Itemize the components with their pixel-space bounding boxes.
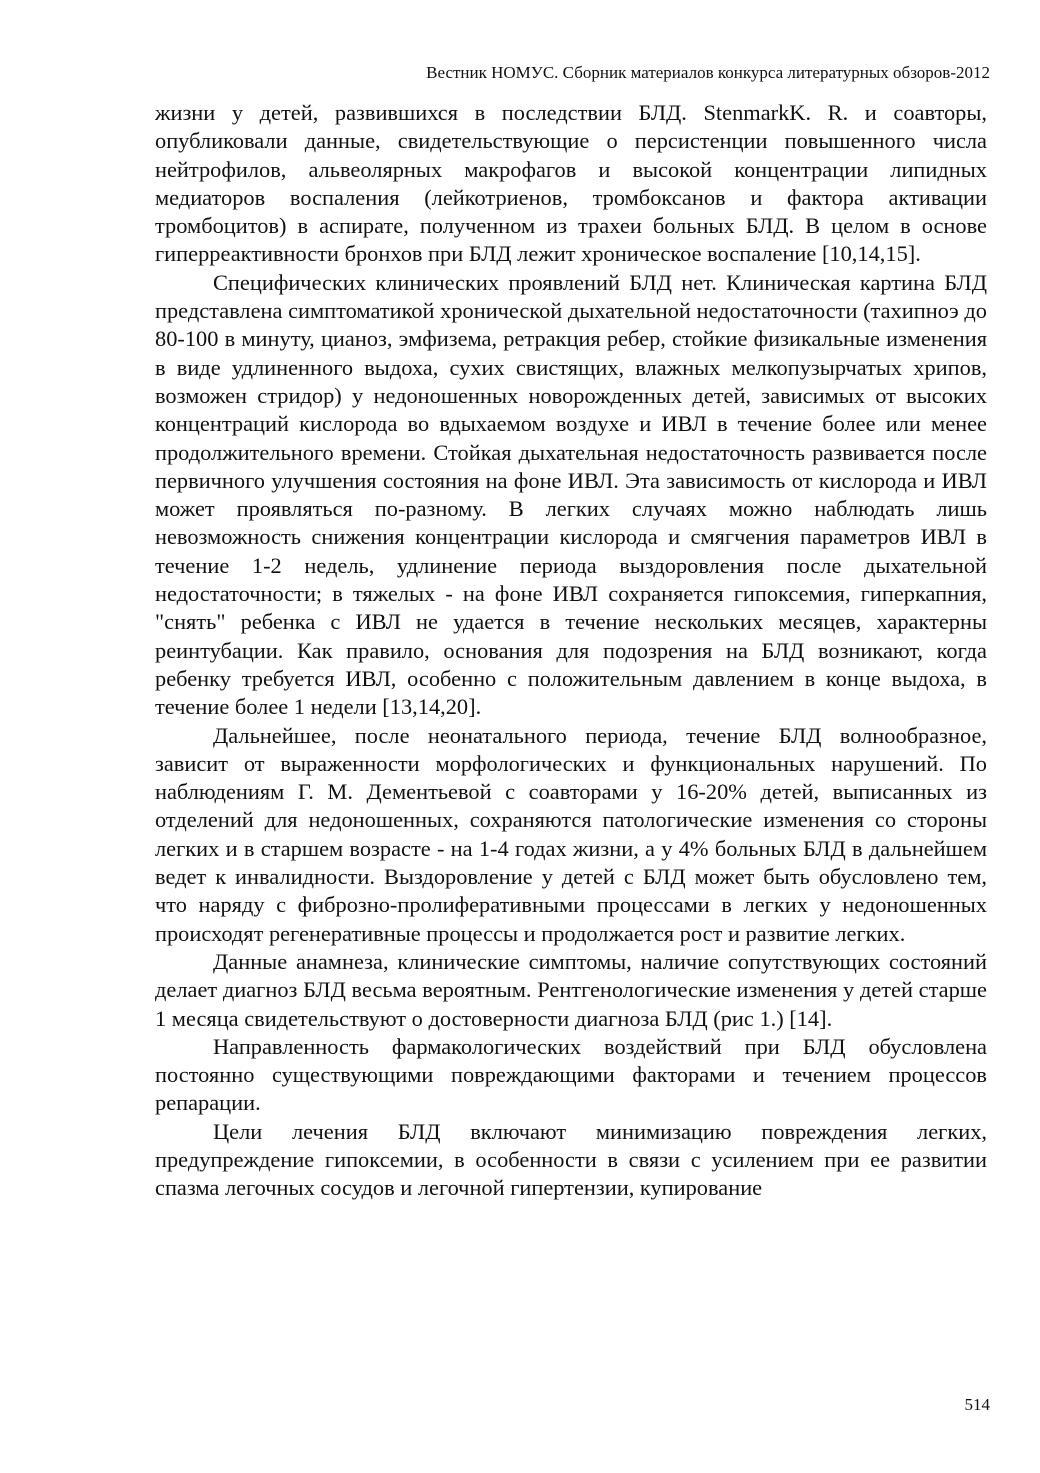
paragraph-course: Дальнейшее, после неонатального периода, течение БЛД волнообразное, зависит от выраженности морфологических и функциональных нарушений. По наблюдениям Г. М. Дементьевой с соавторами у 16-20% детей, выписанных из отделений для недоношенных, сохраняются патологические изменения со стороны легких и в старшем возрасте - на 1-4 годах жизни, а у 4% больных БЛД в дальнейшем ведет к инвалидности. Выздоровление у детей с БЛД может быть обусловлено тем, что наряду с фиброзно-пролиферативными процессами в легких у недоношенных происходят регенеративные процессы и продолжается рост и развитие легких. xyxy=(155,722,987,946)
body-text xyxy=(155,99,987,1203)
paragraph-continuation: жизни у детей, развившихся в последствии БЛД. StenmarkK. R. и соавторы, опубликовали данные, свидетельствующие о персистенции повышенного числа нейтрофилов, альвеолярных макрофагов и высокой концентрации липидных медиаторов воспаления (лейкотриенов, тромбоксанов и фактора активации тромбоцитов) в аспирате, полученном из трахеи больных БЛД. В целом в основе гиперреактивности бронхов при БЛД лежит хроническое воспаление [10,14,15]. xyxy=(155,100,987,267)
running-header: Вестник НОМУС. Сборник материалов конкурса литературных обзоров-2012 xyxy=(426,63,990,82)
paragraph-diagnosis: Данные анамнеза, клинические симптомы, наличие сопутствующих состояний делает диагноз БЛД весьма вероятным. Рентгенологические изменения у детей старше 1 месяца свидетельствуют о достоверности диагноза БЛД (рис 1.) [14]. xyxy=(155,948,987,1031)
paragraph-clinical-picture: Специфических клинических проявлений БЛД нет. Клиническая картина БЛД представлена симптоматикой хронической дыхательной недостаточности (тахипноэ до 80-100 в минуту, цианоз, эмфизема, ретракция ребер, стойкие физикальные изменения в виде удлиненного выдоха, сухих свистящих, влажных мелкопузырчатых хрипов, возможен стридор) у недоношенных новорожденных детей, зависимых от высоких концентраций кислорода во вдыхаемом воздухе и ИВЛ в течение более или менее продолжительного времени. Стойкая дыхательная недостаточность развивается после первичного улучшения состояния на фоне ИВЛ. Эта зависимость от кислорода и ИВЛ может проявляться по-разному. В легких случаях можно наблюдать лишь невозможность снижения концентрации кислорода и смягчения параметров ИВЛ в течение 1-2 недель, удлинение периода выздоровления после дыхательной недостаточности; в тяжелых - на фоне ИВЛ сохраняется гипоксемия, гиперкапния, "снять" ребенка с ИВЛ не удается в течение нескольких месяцев, характерны реинтубации. Как правило, основания для подозрения на БЛД возникают, когда ребенку требуется ИВЛ, особенно с положительным давлением в конце выдоха, в течение более 1 недели [13,14,20]. xyxy=(155,269,987,720)
page-number: 514 xyxy=(964,1395,990,1414)
paragraph-treatment-goals: Цели лечения БЛД включают минимизацию повреждения легких, предупреждение гипоксемии, в особенности в связи с усилением при ее развитии спазма легочных сосудов и легочной гипертензии, купирование xyxy=(155,1118,987,1201)
paragraph-pharmacology: Направленность фармакологических воздействий при БЛД обусловлена постоянно существующими повреждающими факторами и течением процессов репарации. xyxy=(155,1033,987,1116)
